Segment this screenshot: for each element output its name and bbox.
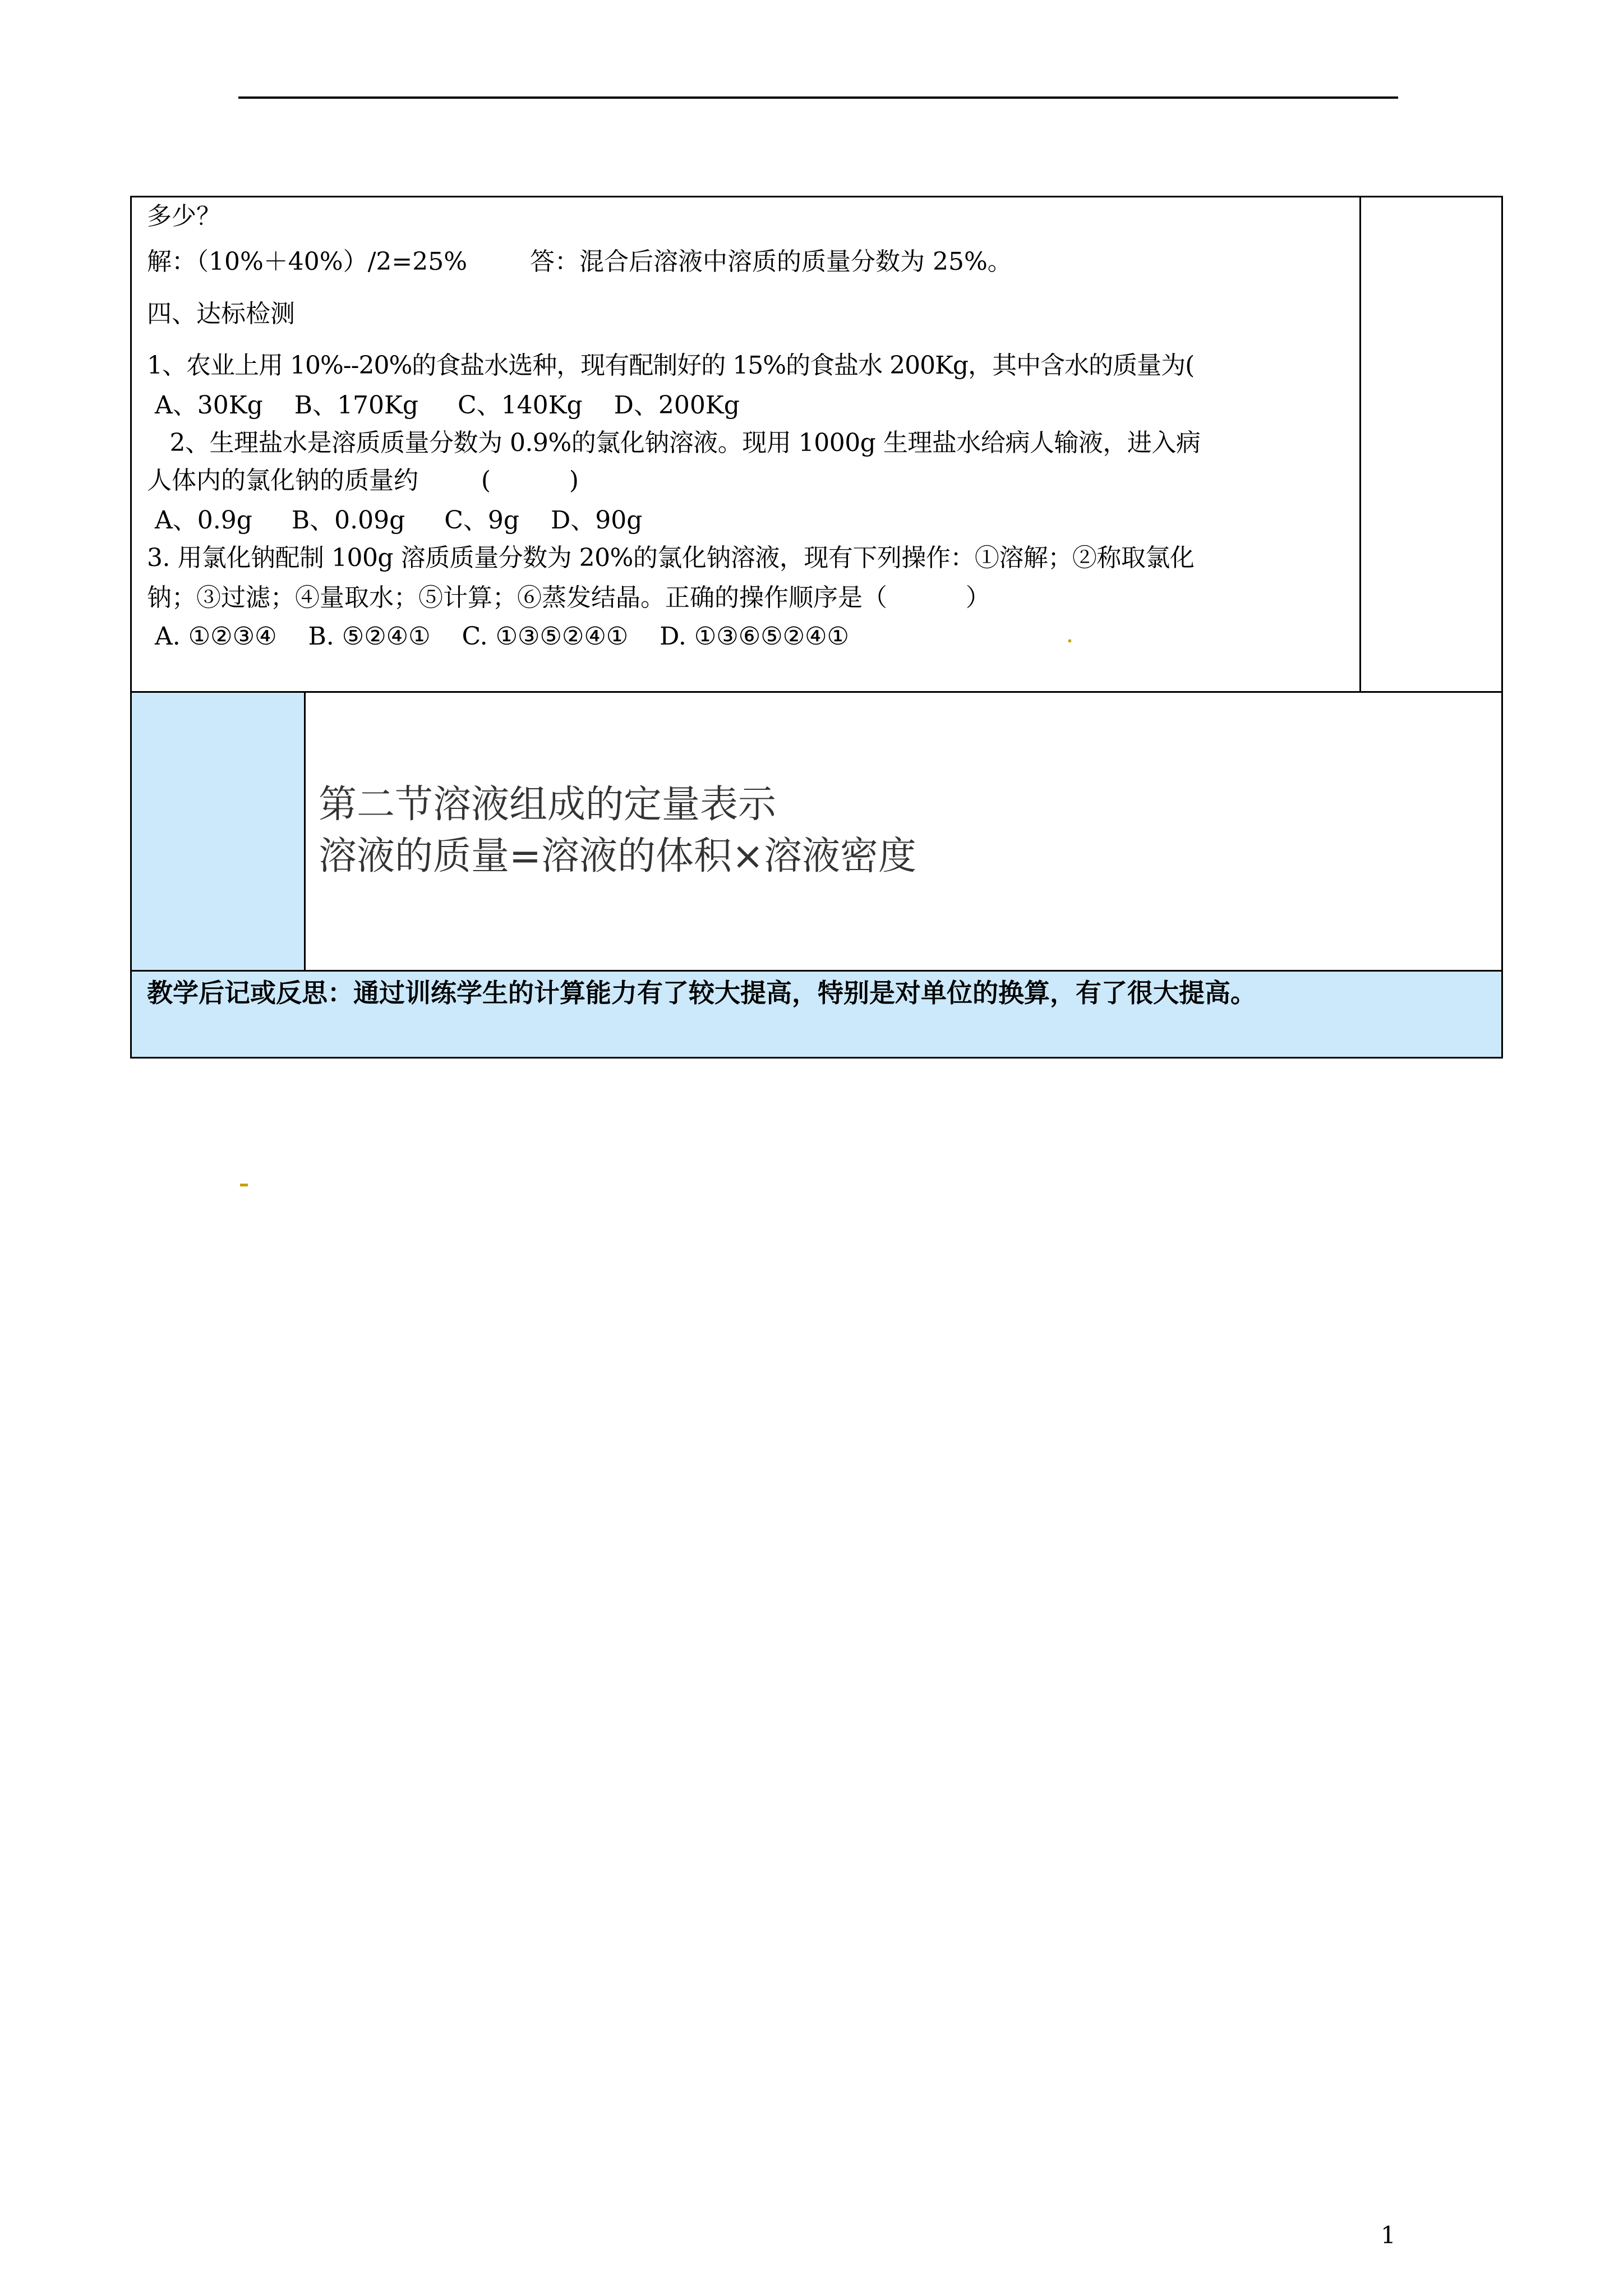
summary-line-1: 第二节溶液组成的定量表示 [319,783,777,827]
question-2-options: A、0.9g B、0.09g C、9g D、90g [147,506,643,535]
summary-line-2: 溶液的质量=溶液的体积×溶液密度 [319,834,916,878]
content-table-side-divider [1359,196,1361,693]
question-3-line-1: 3. 用氯化钠配制 100g 溶质质量分数为 20%的氯化钠溶液，现有下列操作：①溶解；②称取氯化 [147,544,1195,572]
question-2-line-1: 2、生理盐水是溶质质量分数为 0.9%的氯化钠溶液。现用 1000g 生理盐水给病人输液，进入病 [147,429,1201,457]
page-number: 1 [1381,2221,1396,2249]
content-line-2: 解：（10%＋40%）/2=25% 答：混合后溶液中溶质的质量分数为 25%。 [147,247,1012,276]
stray-dot-mark [1068,639,1071,642]
section-title: 四、达标检测 [147,300,295,328]
question-3-line-2: 钠；③过滤；④量取水；⑤计算；⑥蒸发结晶。正确的操作顺序是（ ） [147,583,990,612]
reflection-text: 教学后记或反思：通过训练学生的计算能力有了较大提高，特别是对单位的换算，有了很大提高。 [147,978,1256,1008]
header-rule [238,96,1398,99]
stray-dash-mark [240,1184,248,1186]
question-3-options: A. ①②③④ B. ⑤②④① C. ①③⑤②④① D. ①③⑥⑤②④① [147,622,849,651]
question-1: 1、农业上用 10%--20%的食盐水选种，现有配制好的 15%的食盐水 200Kg，其中含水的质量为( [147,351,1195,380]
content-line-1: 多少？ [147,202,221,231]
question-2-line-2: 人体内的氯化钠的质量约 ( ) [147,466,579,495]
question-1-options: A、30Kg B、170Kg C、140Kg D、200Kg [147,391,740,420]
summary-label-cell [132,693,306,970]
